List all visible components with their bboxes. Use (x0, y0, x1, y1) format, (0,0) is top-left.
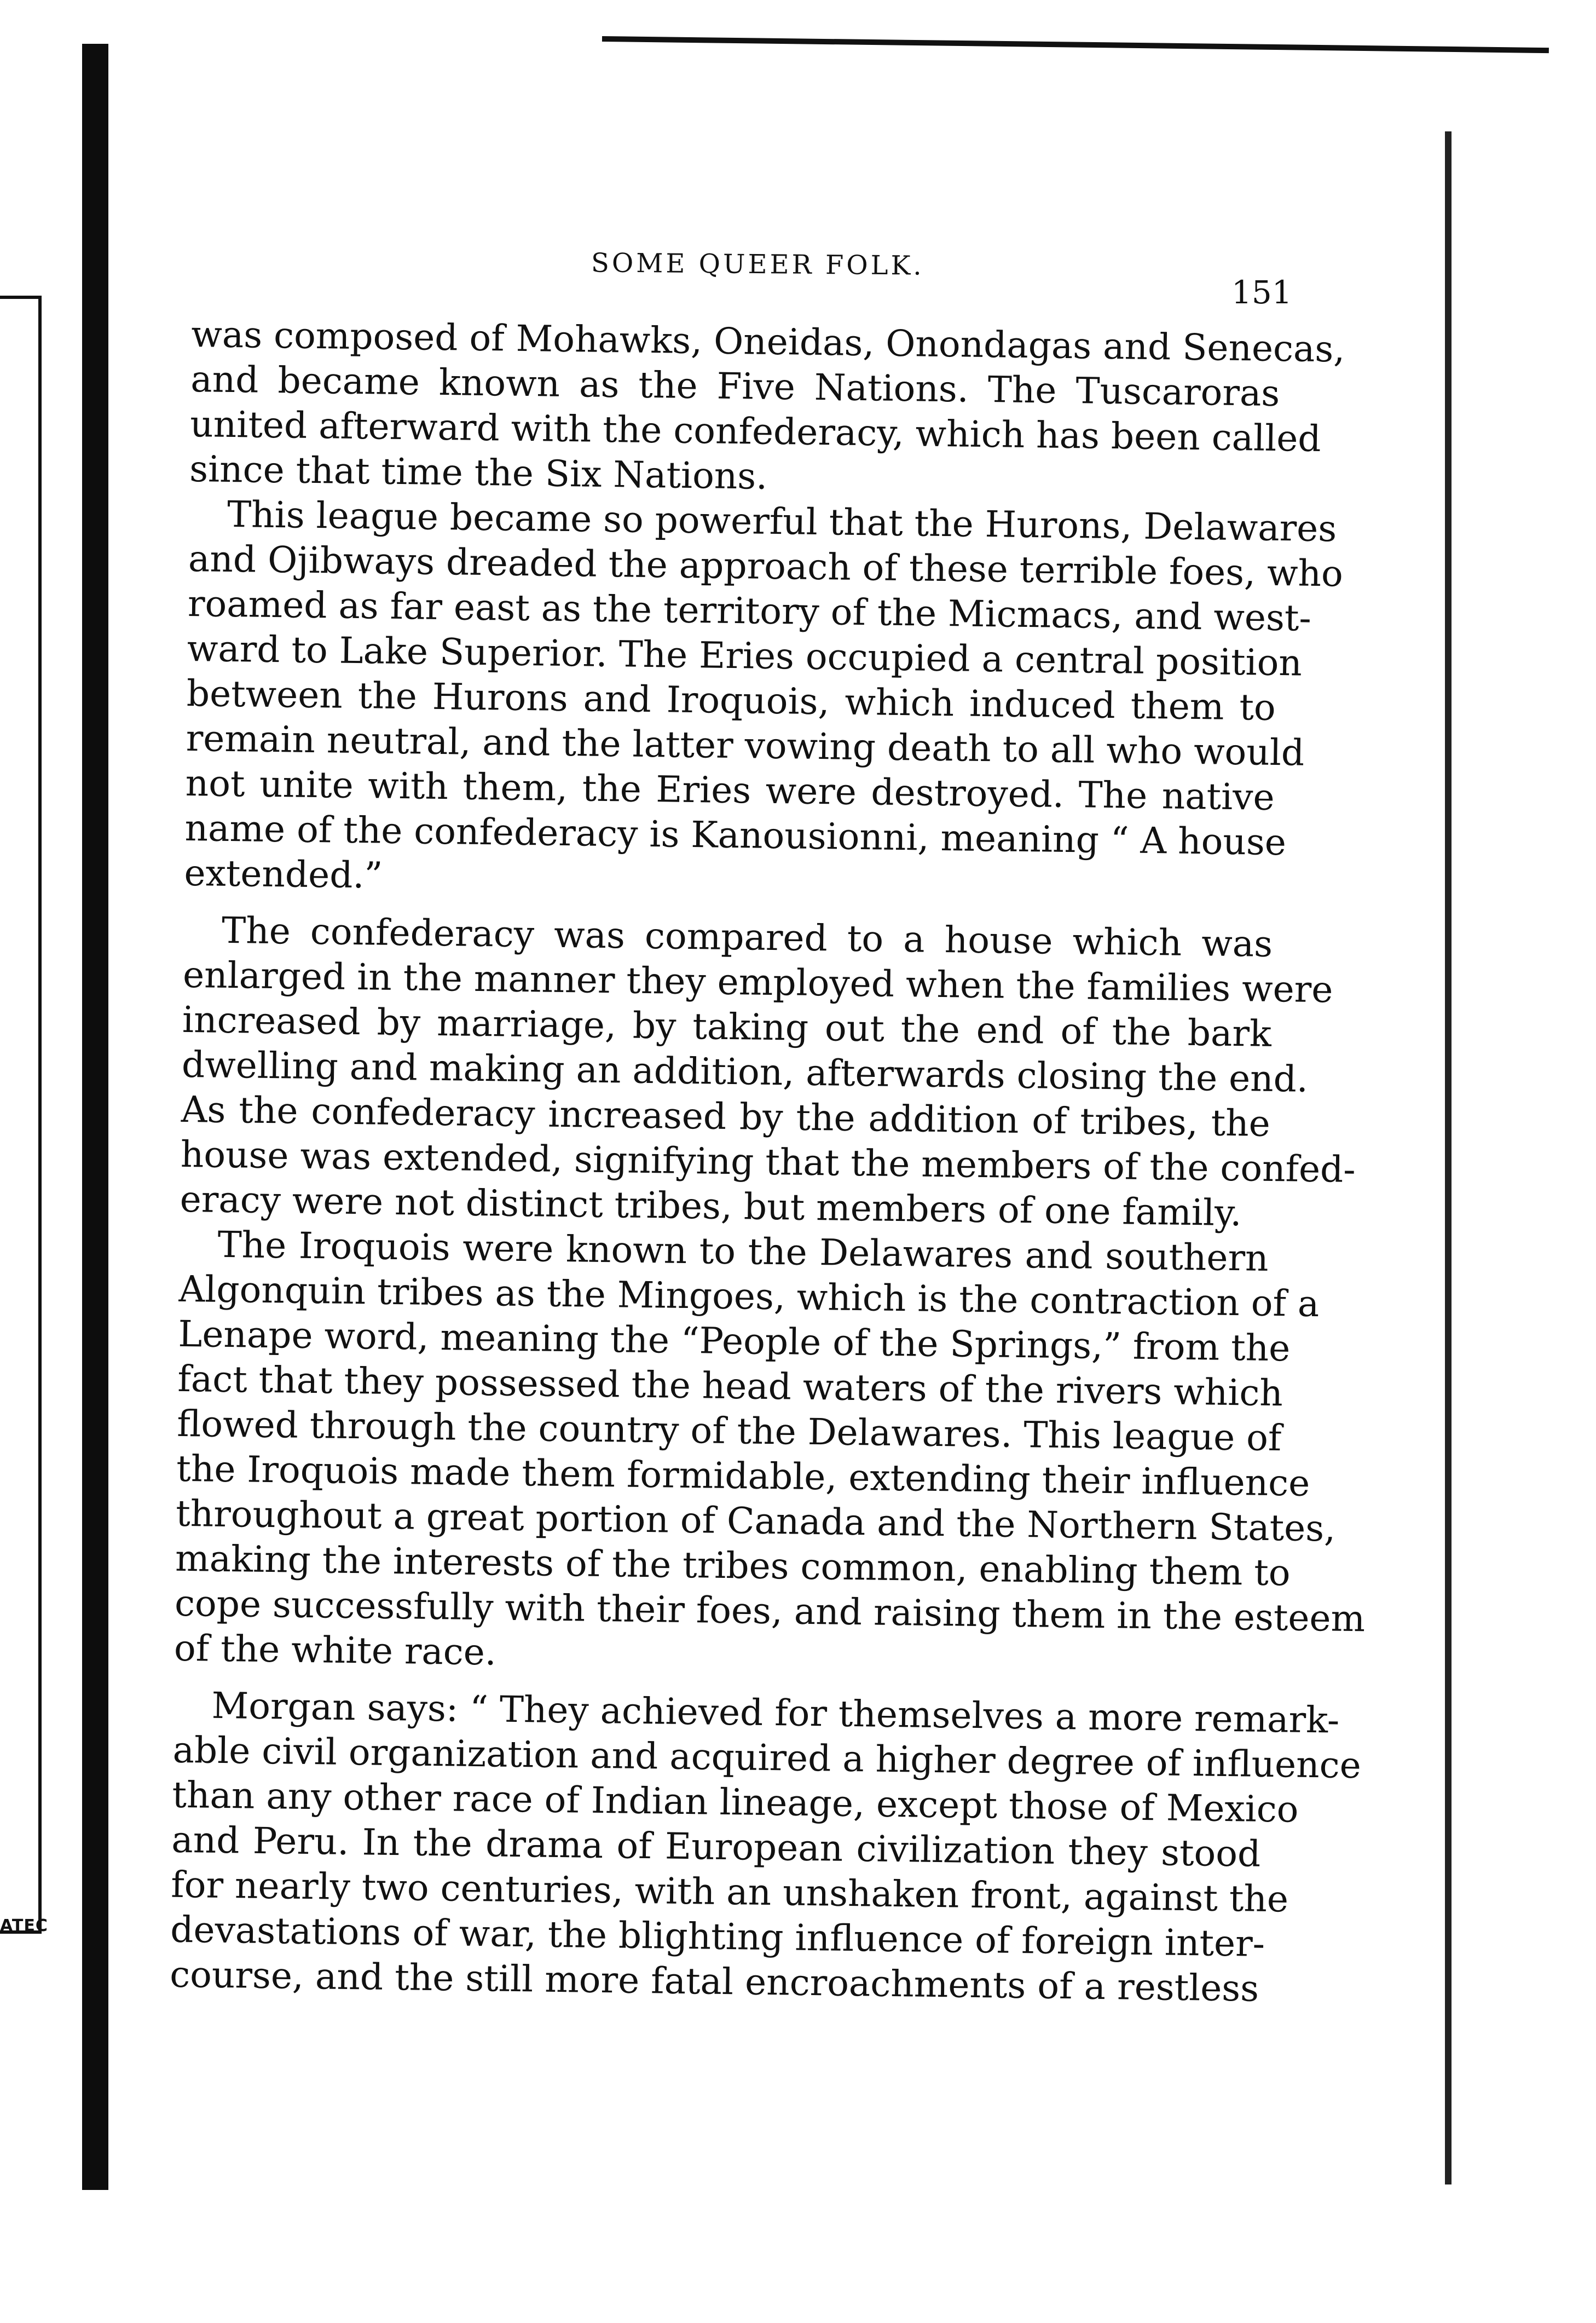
scan-right-edge (1445, 131, 1452, 2184)
text-line: house was extended, signifying that the members of the confed- (180, 1133, 1356, 1191)
text-line: than any other race of Indian lineage, except those of Mexico (172, 1773, 1299, 1831)
text-line: throughout a great portion of Canada and the Northern States, (175, 1492, 1336, 1550)
text-line: fact that they possessed the head waters of the rivers which (177, 1357, 1283, 1415)
text-line: ward to Lake Superior. The Eries occupied a central position (187, 627, 1303, 684)
text-line: eracy were not distinct tribes, but members of one family. (180, 1178, 1242, 1235)
paragraph (169, 1683, 1362, 2011)
text-line: and Ojibways dreaded the approach of these terrible foes, who (188, 537, 1344, 595)
text-line: dwelling and making an addition, afterwards closing the end. (181, 1043, 1309, 1100)
text-line: This league became so powerful that the Hurons, Delawares (227, 493, 1337, 550)
text-line: The Iroquois were known to the Delawares and southern (217, 1223, 1269, 1279)
text-line: The confederacy was compared to a house which was (221, 909, 1273, 965)
text-line: increased by marriage, by taking out the end of the bark (182, 998, 1272, 1055)
paragraph (189, 312, 1345, 506)
text-line: course, and the still more fatal encroachments of a restless (169, 1953, 1259, 2010)
text-line: and Peru. In the drama of European civilization they stood (171, 1818, 1261, 1875)
text-line: between the Hurons and Iroquois, which induced them to (186, 672, 1276, 729)
text-line: cope successfully with their foes, and raising them in the esteem (174, 1582, 1366, 1640)
text-line: making the interests of the tribes common, enabling them to (175, 1537, 1291, 1594)
page-number: 151 (1231, 274, 1292, 311)
scan-top-rule (602, 36, 1549, 53)
scan-margin-frame (0, 296, 42, 1934)
text-line: Algonquin tribes as the Mingoes, which is the contraction of a (178, 1267, 1320, 1325)
text-line: devastations of war, the blighting influence of foreign inter- (170, 1908, 1265, 1965)
text-line: and became known as the Five Nations. The Tuscaroras (190, 358, 1280, 415)
text-line: extended.” (184, 851, 383, 897)
text-line: roamed as far east as the territory of the Micmacs, and west- (187, 582, 1312, 639)
margin-stamp: ATEC (0, 1916, 48, 1935)
paragraph (180, 908, 1356, 1236)
scan-binding-shadow (82, 44, 108, 2190)
text-line: since that time the Six Nations. (189, 447, 768, 498)
text-line: united afterward with the confederacy, which has been called (189, 402, 1322, 460)
text-line: As the confederacy increased by the addition of tribes, the (181, 1088, 1271, 1145)
text-line: not unite with them, the Eries were destroyed. The native (185, 762, 1275, 818)
text-line: Lenape word, meaning the “People of the Springs,” from the (178, 1312, 1291, 1370)
text-line: able civil organization and acquired a higher degree of influence (172, 1728, 1362, 1787)
paragraph (174, 1222, 1366, 1685)
body-text (169, 312, 1366, 2011)
text-line: Morgan says: “ They achieved for themselves a more remark- (211, 1684, 1340, 1742)
text-line: enlarged in the manner they employed when the families were (182, 953, 1333, 1011)
text-line: the Iroquois made them formidable, extending their influence (176, 1447, 1310, 1505)
text-line: flowed through the country of the Delawares. This league of (176, 1402, 1282, 1460)
running-head: SOME QUEER FOLK. (591, 247, 924, 281)
text-line: for nearly two centuries, with an unshaken front, against the (170, 1863, 1289, 1921)
text-line: of the white race. (174, 1627, 497, 1674)
text-line: was composed of Mohawks, Oneidas, Onondagas and Senecas, (190, 313, 1345, 371)
text-line: remain neutral, and the latter vowing death to all who would (186, 717, 1305, 774)
paragraph (184, 492, 1344, 910)
text-line: name of the confederacy is Kanousionni, meaning “ A house (184, 806, 1287, 864)
